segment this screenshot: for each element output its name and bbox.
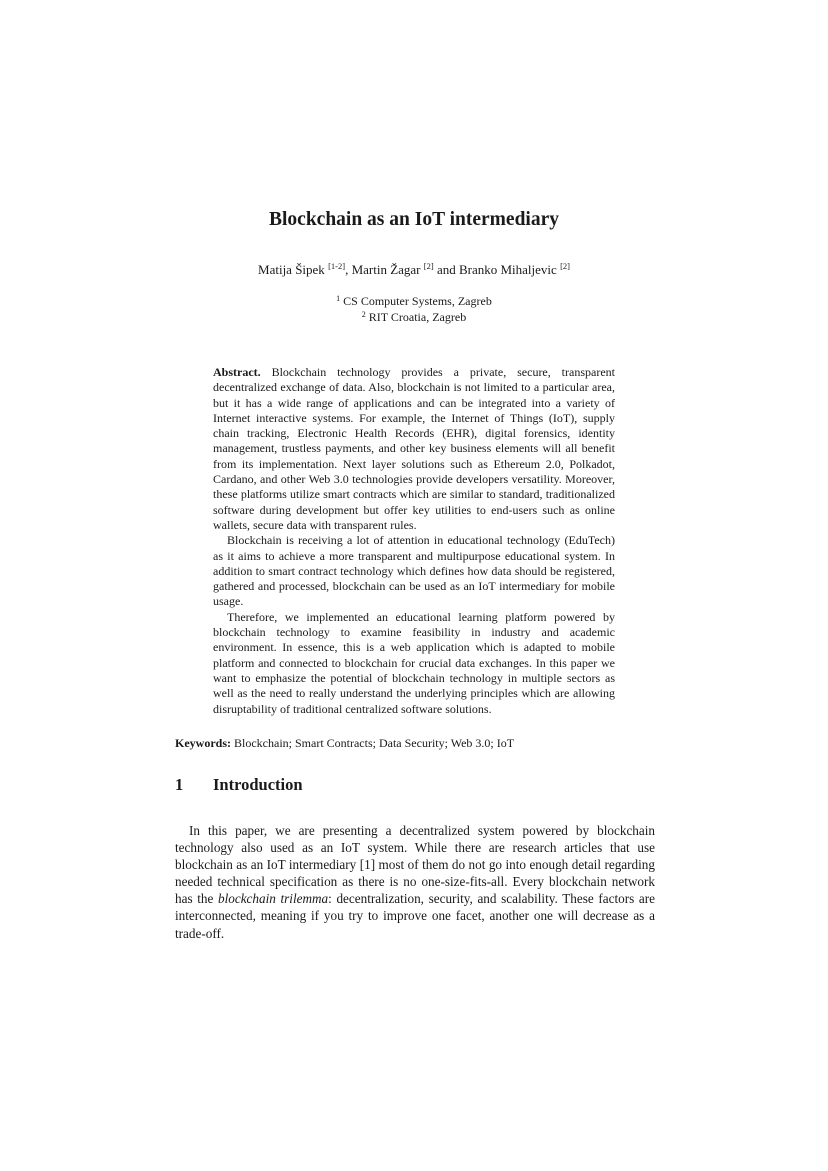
keywords-label: Keywords: — [175, 736, 231, 750]
body-text: : decentralization, security, and scalability. These factors are interconnected, meaning if you try to improve one facet, another one will decrease as a trade-off. — [175, 891, 655, 941]
author-affiliation-ref: [2] — [560, 261, 570, 271]
author-name: Branko Mihaljevic — [458, 262, 557, 277]
abstract-paragraph: Therefore, we implemented an educational learning platform powered by blockchain technology to examine feasibility in industry and academic environment. In essence, this is a web application which is adapted to mobile platform and connected to blockchain for crucial data exchanges. In this paper we want to emphasize the potential of blockchain technology in multiple sectors as well as the need to really understand the underlying principles which are allowing disruptability of traditional centralized software solutions. — [213, 609, 615, 716]
emphasized-term: blockchain trilemma — [218, 891, 329, 907]
author-list — [0, 261, 828, 279]
affiliation-text: CS Computer Systems, Zagreb — [343, 294, 492, 308]
affiliation-line — [0, 309, 828, 325]
affiliation-marker: 1 — [336, 294, 341, 303]
section-heading — [175, 775, 655, 795]
section-title: Introduction — [213, 775, 303, 794]
keywords-text: Blockchain; Smart Contracts; Data Security; Web 3.0; IoT — [234, 736, 515, 750]
keywords — [175, 735, 655, 751]
abstract-text: Blockchain technology provides a private, secure, transparent decentralized exchange of data. Also, blockchain is not limited to a particular area, but it has a wide range of applications and can be integrated into a variety of Internet interactive systems. For example, the Internet of Things (IoT), supply chain tracking, Electronic Health Records (EHR), digital forensics, identity management, trustless payments, and other key business elements will all benefit from its implementation. Next layer solutions such as Ethereum 2.0, Polkadot, Cardano, and other Web 3.0 technologies provide developers versatility. Moreover, these platforms utilize smart contracts which are similar to standard, traditionalized software during development but offer key utilities to end-users such as online wallets, secure data with transparent rules. — [213, 365, 615, 532]
abstract-paragraph — [213, 365, 615, 533]
abstract — [213, 365, 615, 717]
affiliation-marker: 2 — [361, 310, 366, 319]
abstract-paragraph: Blockchain is receiving a lot of attention in educational technology (EduTech) as it aims to achieve a more transparent and multipurpose educational system. In addition to smart contract technology which defines how data should be registered, gathered and processed, blockchain can be used as an IoT intermediary for mobile usage. — [213, 533, 615, 609]
paper-title: Blockchain as an IoT intermediary — [269, 209, 559, 230]
intro-body — [175, 822, 655, 942]
author-separator: and — [433, 262, 459, 277]
body-text: In this paper, we are presenting a decentralized system powered by blockchain technology also used as an IoT system. While there are research articles that use blockchain as an IoT intermediary [1] most of them do not go into enough detail regarding needed technical specification as there is no one-size-fits-all. Every blockchain network has the — [175, 823, 655, 907]
author-affiliation-ref: [1-2] — [328, 261, 346, 271]
abstract-label: Abstract. — [213, 365, 261, 379]
affiliation-list — [0, 293, 828, 325]
author-separator: , — [345, 262, 352, 277]
author-affiliation-ref: [2] — [423, 261, 434, 271]
affiliation-line — [0, 293, 828, 309]
section-number: 1 — [175, 775, 184, 794]
affiliation-text: RIT Croatia, Zagreb — [368, 310, 467, 324]
body-paragraph — [175, 822, 655, 942]
author-name: Martin Žagar — [351, 262, 421, 277]
author-name: Matija Šipek — [258, 262, 325, 277]
